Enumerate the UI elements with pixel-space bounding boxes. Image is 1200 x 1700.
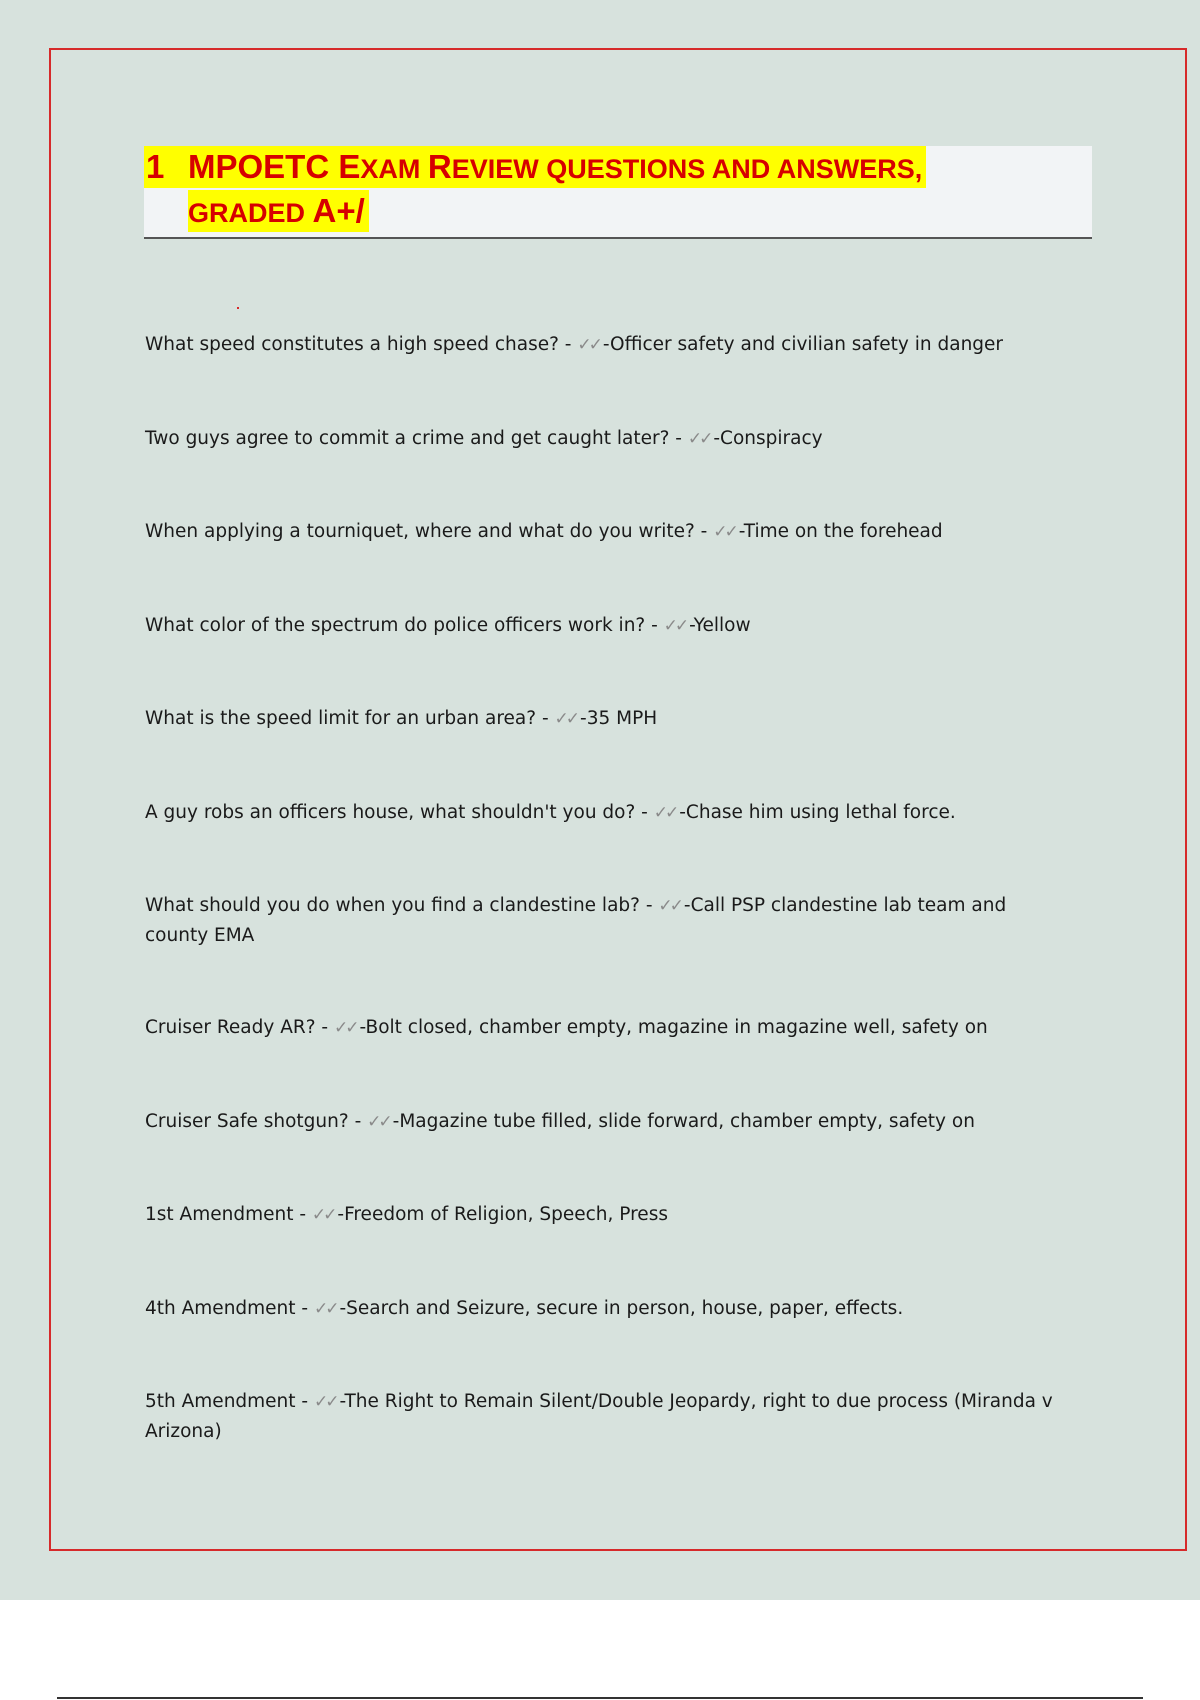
qa-answer: -Chase him using lethal force. (679, 802, 956, 823)
double-check-icon: ✓✓ (367, 1112, 390, 1132)
qa-question: When applying a tourniquet, where and what do you write? - (145, 521, 714, 542)
qa-question: What color of the spectrum do police officers work in? - (145, 615, 664, 636)
heading-segment: XAM (360, 154, 428, 184)
qa-question: Two guys agree to commit a crime and get caught later? - (145, 428, 688, 449)
double-check-icon: ✓✓ (653, 803, 677, 823)
qa-answer: -Officer safety and civilian safety in danger (602, 334, 1004, 355)
qa-item (145, 704, 1075, 734)
qa-answer: -35 MPH (580, 708, 658, 729)
double-check-icon: ✓✓ (311, 1205, 335, 1225)
qa-answer: -Magazine tube filled, slide forward, chamber empty, safety on (392, 1111, 975, 1132)
double-check-icon: ✓✓ (333, 1018, 357, 1038)
heading-segment: GRADED (188, 198, 313, 228)
qa-question: 1st Amendment - (145, 1204, 312, 1225)
qa-item (145, 891, 1075, 951)
qa-answer: -Freedom of Religion, Speech, Press (337, 1204, 668, 1225)
qa-answer: -Bolt closed, chamber empty, magazine in magazine well, safety on (359, 1017, 988, 1038)
qa-question: 5th Amendment - (145, 1391, 314, 1412)
qa-answer: -Call PSP clandestine lab team and county EMA (145, 895, 1007, 946)
qa-question: Cruiser Safe shotgun? - (145, 1111, 368, 1132)
qa-answer: -Time on the forehead (738, 521, 943, 542)
heading-segment: A+/ (312, 192, 365, 229)
heading-line-1 (188, 146, 926, 188)
qa-item (145, 1200, 1075, 1230)
qa-answer: -Search and Seizure, secure in person, house, paper, effects. (339, 1298, 904, 1319)
double-check-icon: ✓✓ (663, 616, 687, 636)
qa-item (145, 330, 1075, 360)
document-heading (144, 146, 1092, 239)
double-check-icon: ✓✓ (313, 1392, 337, 1412)
qa-answer: -Yellow (689, 615, 751, 636)
double-check-icon: ✓✓ (658, 896, 681, 916)
qa-question: A guy robs an officers house, what shouldn't you do? - (145, 802, 654, 823)
heading-segment: MPOETC E (188, 148, 361, 185)
qa-item (145, 611, 1075, 641)
qa-item (145, 517, 1075, 547)
qa-item (145, 1013, 1075, 1043)
red-dot-mark (237, 307, 239, 309)
qa-item (145, 1107, 1075, 1137)
heading-segment: R (427, 148, 452, 185)
double-check-icon: ✓✓ (687, 429, 711, 449)
qa-question: What should you do when you find a clandestine lab? - (145, 895, 659, 916)
qa-item (145, 424, 1075, 454)
qa-item (145, 798, 1075, 828)
qa-item (145, 1387, 1075, 1447)
double-check-icon: ✓✓ (713, 522, 736, 542)
heading-line-2 (188, 190, 369, 232)
qa-answer: -The Right to Remain Silent/Double Jeopardy, right to due process (Miranda v Arizona) (145, 1391, 1053, 1442)
qa-question: What is the speed limit for an urban area? - (145, 708, 555, 729)
qa-question: Cruiser Ready AR? - (145, 1017, 334, 1038)
heading-number: 1 (144, 146, 188, 188)
qa-question: 4th Amendment - (145, 1298, 314, 1319)
footer-rule (57, 1697, 1143, 1699)
double-check-icon: ✓✓ (313, 1299, 337, 1319)
qa-answer: -Conspiracy (713, 428, 823, 449)
heading-segment: EVIEW QUESTIONS AND ANSWERS, (451, 154, 923, 184)
qa-question: What speed constitutes a high speed chase? - (145, 334, 578, 355)
double-check-icon: ✓✓ (554, 709, 578, 729)
double-check-icon: ✓✓ (577, 335, 600, 355)
qa-item (145, 1294, 1075, 1324)
